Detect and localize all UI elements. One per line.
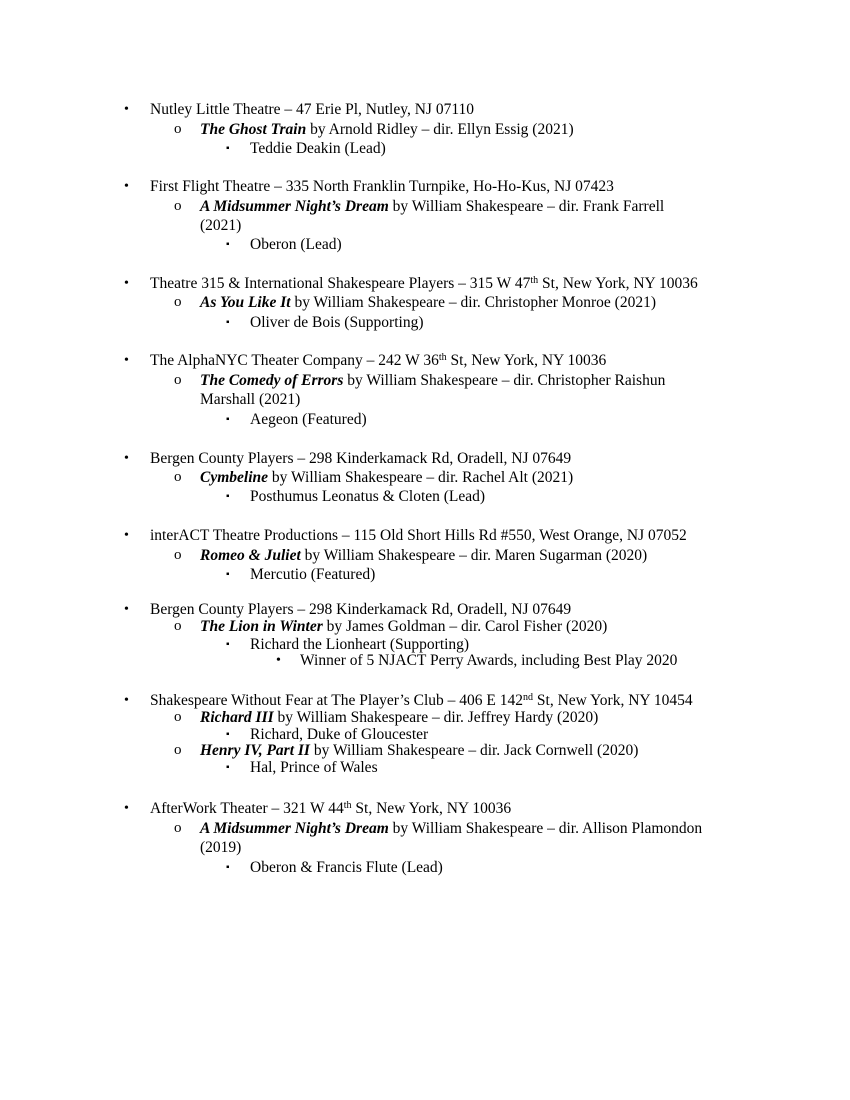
bullet-l3: ▪ [226, 762, 230, 773]
role: Posthumus Leonatus & Cloten (Lead) [250, 488, 486, 505]
production-details-cont: (2019) [200, 839, 242, 856]
production-line [200, 546, 647, 565]
production-title: The Ghost Train [200, 121, 307, 138]
production-line [200, 819, 702, 838]
bullet-l3: ▪ [226, 143, 230, 154]
role: Oberon & Francis Flute (Lead) [250, 859, 443, 876]
role: Richard, Duke of Gloucester [250, 726, 429, 743]
production-line [200, 468, 573, 487]
theatre-name: AfterWork Theater – 321 W 44th St, New York, NY 10036 [150, 800, 512, 817]
bullet-l1: • [124, 528, 129, 543]
theatre-name: The AlphaNYC Theater Company – 242 W 36th St, New York, NY 10036 [150, 352, 607, 369]
theatre-name: First Flight Theatre – 335 North Franklin Turnpike, Ho-Ho-Kus, NJ 07423 [150, 178, 614, 195]
bullet-l2: o [174, 294, 182, 310]
bullet-l1: • [124, 353, 129, 368]
production-details: by William Shakespeare – dir. Jack Cornwell (2020) [309, 742, 639, 759]
bullet-l3: ▪ [226, 729, 230, 740]
production-title: Romeo & Juliet [200, 547, 301, 564]
bullet-l3: ▪ [226, 491, 230, 502]
theatre-name: Bergen County Players – 298 Kinderkamack Rd, Oradell, NJ 07649 [150, 450, 572, 467]
production-title: A Midsummer Night’s Dream [200, 198, 389, 215]
role: Hal, Prince of Wales [250, 759, 378, 776]
production-details-cont: (2021) [200, 217, 242, 234]
role: Oliver de Bois (Supporting) [250, 314, 424, 331]
theatre-name: Nutley Little Theatre – 47 Erie Pl, Nutley, NJ 07110 [150, 101, 475, 118]
bullet-l1: • [124, 693, 129, 708]
role: Mercutio (Featured) [250, 566, 376, 583]
production-line [200, 617, 607, 636]
bullet-l1: • [124, 179, 129, 194]
production-title: As You Like It [200, 294, 291, 311]
bullet-l1: • [124, 102, 129, 117]
bullet-l2: o [174, 820, 182, 836]
role: Richard the Lionheart (Supporting) [250, 636, 470, 653]
bullet-l3: ▪ [226, 414, 230, 425]
production-line [200, 293, 656, 312]
production-title: The Lion in Winter [200, 618, 323, 635]
production-line [200, 197, 664, 216]
bullet-l4: • [276, 653, 281, 668]
theatre-name: interACT Theatre Productions – 115 Old Short Hills Rd #550, West Orange, NJ 07052 [150, 527, 687, 544]
production-line [200, 371, 665, 390]
bullet-l3: ▪ [226, 569, 230, 580]
bullet-l1: • [124, 451, 129, 466]
theatre-name: Bergen County Players – 298 Kinderkamack Rd, Oradell, NJ 07649 [150, 601, 572, 618]
bullet-l3: ▪ [226, 862, 230, 873]
production-details: by Arnold Ridley – dir. Ellyn Essig (2021) [306, 121, 574, 138]
award-note: Winner of 5 NJACT Perry Awards, including Best Play 2020 [300, 652, 678, 669]
production-title: Richard III [200, 709, 274, 726]
theatre-name: Shakespeare Without Fear at The Player’s Club – 406 E 142nd St, New York, NY 10454 [150, 692, 693, 709]
bullet-l2: o [174, 198, 182, 214]
bullet-l1: • [124, 801, 129, 816]
production-details: by William Shakespeare – dir. Christopher Raishun [343, 372, 666, 389]
bullet-l2: o [174, 547, 182, 563]
production-line [200, 120, 574, 139]
production-details: by William Shakespeare – dir. Maren Sugarman (2020) [300, 547, 648, 564]
bullet-l2: o [174, 372, 182, 388]
production-details: by James Goldman – dir. Carol Fisher (2020) [322, 618, 608, 635]
bullet-l3: ▪ [226, 639, 230, 650]
role: Aegeon (Featured) [250, 411, 367, 428]
production-details-cont: Marshall (2021) [200, 391, 301, 408]
bullet-l2: o [174, 121, 182, 137]
production-title: The Comedy of Errors [200, 372, 344, 389]
bullet-l1: • [124, 276, 129, 291]
bullet-l2: o [174, 469, 182, 485]
production-title: A Midsummer Night’s Dream [200, 820, 389, 837]
production-details: by William Shakespeare – dir. Christopher Monroe (2021) [290, 294, 657, 311]
bullet-l2: o [174, 709, 182, 725]
production-details: by William Shakespeare – dir. Rachel Alt (2021) [268, 469, 574, 486]
bullet-l1: • [124, 602, 129, 617]
production-details: by William Shakespeare – dir. Frank Farrell [388, 198, 665, 215]
bullet-l2: o [174, 742, 182, 758]
production-details: by William Shakespeare – dir. Jeffrey Hardy (2020) [273, 709, 599, 726]
bullet-l2: o [174, 618, 182, 634]
theatre-name: Theatre 315 & International Shakespeare Players – 315 W 47th St, New York, NY 10036 [150, 275, 698, 292]
bullet-l3: ▪ [226, 239, 230, 250]
production-title: Cymbeline [200, 469, 269, 486]
production-title: Henry IV, Part II [200, 742, 310, 759]
bullet-l3: ▪ [226, 317, 230, 328]
role: Oberon (Lead) [250, 236, 342, 253]
production-details: by William Shakespeare – dir. Allison Plamondon [388, 820, 703, 837]
role: Teddie Deakin (Lead) [250, 140, 386, 157]
